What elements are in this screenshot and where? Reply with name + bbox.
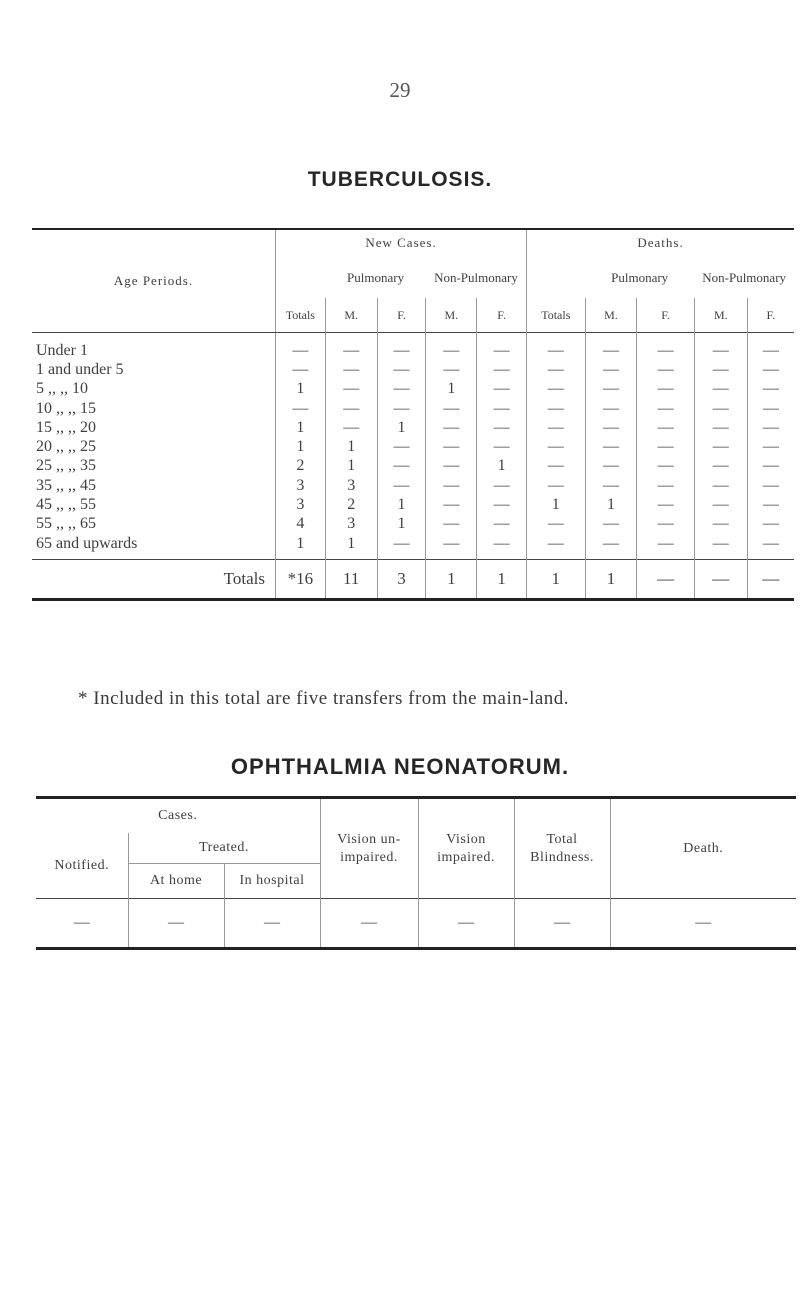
age-period-label: 25 ,, ,, 35 [36,457,96,475]
age-periods-header: Age Periods. [32,229,275,333]
table-cell: — [426,515,477,534]
table-cell: — [637,457,694,476]
table-cell: 1 [527,495,585,514]
age-period-label: Under 1 [36,341,88,359]
table-cell: — [694,418,747,437]
ophthalmia-cell: — [128,899,224,949]
table-cell: — [275,360,325,379]
total-blindness-header: Total Blindness. [514,798,610,899]
treated-header: Treated. [128,833,320,864]
table-cell: 2 [325,495,377,514]
table-cell: — [325,360,377,379]
ophthalmia-cell: — [418,899,514,949]
totals-label: Totals [223,569,265,589]
deaths-totals-header: Totals [527,298,585,333]
death-header: Death. [610,798,796,899]
table-cell: — [527,333,585,361]
totals-cell: 1 [426,560,477,600]
table-cell: — [637,418,694,437]
table-cell: — [527,476,585,495]
table-cell: 1 [585,495,637,514]
table-cell: — [637,399,694,418]
totals-row [32,560,794,600]
new-pulm-f-header: F. [377,298,426,333]
table-cell: — [585,457,637,476]
ophthalmia-cell: — [514,899,610,949]
table-cell: — [377,534,426,560]
table-cell: — [377,399,426,418]
table-row [32,495,794,514]
new-nonpulm-f-header: F. [477,298,527,333]
table-cell: — [527,437,585,456]
age-period-label: 45 ,, ,, 55 [36,496,96,514]
table-cell: — [585,360,637,379]
table-cell: — [694,476,747,495]
table-cell: — [426,476,477,495]
table-row [32,333,794,361]
table-row [32,534,794,560]
table-cell: — [377,380,426,399]
table-cell: — [637,476,694,495]
table-cell: — [426,360,477,379]
table-cell: — [477,380,527,399]
table-cell: — [585,437,637,456]
ophthalmia-table [36,796,796,950]
table-cell: — [477,360,527,379]
table-cell: 1 [325,437,377,456]
table-cell: — [637,380,694,399]
table-cell: — [426,534,477,560]
table-cell: — [426,495,477,514]
totals-cell: — [637,560,694,600]
table-cell: — [275,399,325,418]
table-cell: 1 [426,380,477,399]
table-cell: — [747,380,794,399]
table-row [32,457,794,476]
table-cell: — [747,418,794,437]
vision-unimpaired-header: Vision un-impaired. [320,798,418,899]
new-pulmonary-header: Pulmonary [347,269,405,285]
table-cell: — [477,534,527,560]
age-period-label: 15 ,, ,, 20 [36,418,96,436]
table-cell: — [527,380,585,399]
at-home-header: At home [128,864,224,899]
deaths-nonpulm-f-header: F. [747,298,794,333]
age-period-label: 20 ,, ,, 25 [36,438,96,456]
table-cell: — [477,333,527,361]
table-cell: 1 [377,515,426,534]
table-cell: — [747,333,794,361]
table-cell: — [694,360,747,379]
new-pulm-m-header: M. [325,298,377,333]
totals-cell: 3 [377,560,426,600]
table-cell: — [694,380,747,399]
table-cell: — [747,476,794,495]
ophthalmia-cell: — [224,899,320,949]
table-cell: — [637,495,694,514]
table-cell: 1 [325,534,377,560]
totals-cell: 1 [527,560,585,600]
new-non-pulmonary-header: Non-Pulmonary [434,269,518,285]
deaths-pulmonary-header: Pulmonary [611,269,669,285]
deaths-pulm-f-header: F. [637,298,694,333]
table-cell: — [694,399,747,418]
table-cell: — [426,457,477,476]
age-period-label: 35 ,, ,, 45 [36,476,96,494]
table-cell: 1 [377,418,426,437]
table-cell: — [747,399,794,418]
tuberculosis-table [32,228,794,601]
deaths-pulm-m-header: M. [585,298,637,333]
table-cell: — [477,418,527,437]
table-cell: — [637,534,694,560]
table-cell: 1 [275,418,325,437]
new-totals-header: Totals [275,298,325,333]
tuberculosis-title: TUBERCULOSIS. [307,168,493,191]
table-cell: — [377,437,426,456]
table-cell: 1 [477,457,527,476]
deaths-header: Deaths. [527,229,794,256]
ophthalmia-row [36,899,796,949]
table-cell: — [426,418,477,437]
notified-header: Notified. [54,857,110,873]
table-cell: — [325,418,377,437]
table-cell: — [377,457,426,476]
table-cell: 1 [275,437,325,456]
table-cell: — [747,457,794,476]
deaths-non-pulmonary-header: Non-Pulmonary [702,269,787,285]
deaths-nonpulm-m-header: M. [694,298,747,333]
table-cell: — [527,399,585,418]
table-cell: — [426,333,477,361]
table-cell: — [585,515,637,534]
table-cell: — [325,333,377,361]
table-cell: — [747,534,794,560]
table-row [32,399,794,418]
table-cell: — [694,495,747,514]
table-row [32,476,794,495]
vision-impaired-header: Vision impaired. [418,798,514,899]
table-cell: — [585,380,637,399]
table-cell: — [585,418,637,437]
table-cell: — [585,476,637,495]
table-cell: — [694,333,747,361]
in-hospital-header: In hospital [224,864,320,899]
table-cell: — [585,534,637,560]
table-cell: — [694,534,747,560]
table-cell: — [694,515,747,534]
age-period-label: 10 ,, ,, 15 [36,399,96,417]
table-cell: — [426,399,477,418]
totals-cell: 11 [325,560,377,600]
new-nonpulm-m-header: M. [426,298,477,333]
age-period-label: 1 and under 5 [36,360,124,378]
age-period-label: 55 ,, ,, 65 [36,515,96,533]
table-cell: — [747,437,794,456]
table-cell: 3 [275,495,325,514]
table-cell: 3 [325,515,377,534]
table-cell: — [637,360,694,379]
footnote: * Included in this total are five transfers from the main-land. [78,688,570,709]
table-cell: 1 [377,495,426,514]
table-cell: — [747,515,794,534]
table-cell: — [637,515,694,534]
table-row [32,380,794,399]
page-number: 29 [389,78,411,102]
table-cell: — [275,333,325,361]
totals-cell: — [747,560,794,600]
table-cell: — [527,457,585,476]
table-row [32,437,794,456]
totals-cell: 1 [585,560,637,600]
table-cell: 3 [275,476,325,495]
table-cell: — [477,399,527,418]
table-cell: — [325,380,377,399]
table-cell: — [747,495,794,514]
table-cell: — [477,437,527,456]
ophthalmia-cell: — [610,899,796,949]
table-cell: — [585,333,637,361]
table-cell: — [377,333,426,361]
table-cell: — [694,437,747,456]
totals-cell: 1 [477,560,527,600]
cases-header: Cases. [158,808,198,823]
table-row [32,418,794,437]
table-cell: 1 [275,380,325,399]
age-period-label: 65 and upwards [36,534,138,552]
table-cell: 4 [275,515,325,534]
table-cell: — [694,457,747,476]
ophthalmia-cell: — [73,914,90,931]
table-cell: — [585,399,637,418]
table-cell: — [527,360,585,379]
table-cell: — [637,437,694,456]
table-cell: — [325,399,377,418]
new-cases-header: New Cases. [275,229,526,256]
table-cell: — [377,476,426,495]
table-cell: — [426,437,477,456]
table-cell: 1 [325,457,377,476]
table-row [32,515,794,534]
table-cell: 2 [275,457,325,476]
table-cell: — [527,534,585,560]
totals-cell: *16 [275,560,325,600]
table-cell: 1 [275,534,325,560]
ophthalmia-cell: — [320,899,418,949]
table-cell: — [477,476,527,495]
table-cell: — [637,333,694,361]
table-cell: — [477,495,527,514]
table-row [32,360,794,379]
table-cell: 3 [325,476,377,495]
table-cell: — [377,360,426,379]
table-cell: — [527,418,585,437]
table-cell: — [527,515,585,534]
totals-cell: — [694,560,747,600]
table-cell: — [747,360,794,379]
table-cell: — [477,515,527,534]
age-period-label: 5 ,, ,, 10 [36,380,88,398]
ophthalmia-title: OPHTHALMIA NEONATORUM. [230,754,570,779]
